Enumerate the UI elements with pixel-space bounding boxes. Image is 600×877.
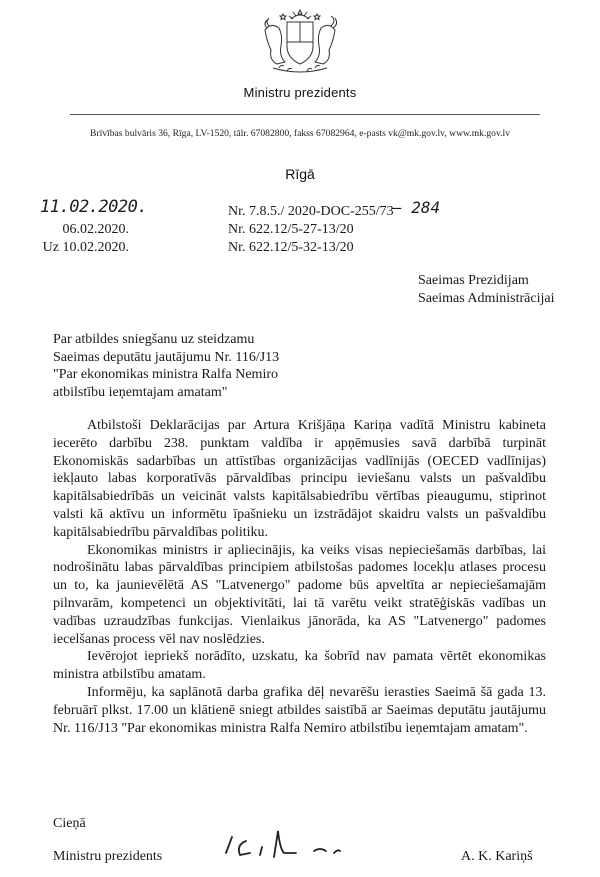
- header-divider: [70, 114, 540, 115]
- reference-number: Nr. 7.8.5./ 2020-DOC-255/73: [228, 204, 394, 219]
- body-paragraph: Atbilstoši Deklarācijas par Artura Krišjāņa Kariņa vadītā Ministru kabineta iecerēto darbību 238. punktam valdība ir apņēmusies savā darbībā turpināt Ekonomiskās sadarbības un attīstības organizācijas vadlīnijās (OECED vadlīnijas) iekļauto labas korporatīvās pārvaldības principu ieviešanu valsts un pašvaldību kapitālsabiedrībās un veicināt valsts kapitālsabiedrību vērtības pieaugumu, stiprinot valsti kā aktīvu un informētu īpašnieku un izstrādājot skaidru valsts un pašvaldību kapitālsabiedrību pārvaldības politiku.: [53, 418, 546, 540]
- addressee: Saeimas Prezidijam: [418, 273, 529, 288]
- address-line: Brīvības bulvāris 36, Rīga, LV-1520, tālr. 67082800, fakss 67082964, e-pasts vk@mk.gov.lv, www.mk.gov.lv: [89, 128, 510, 139]
- closing-salutation: Cieņā: [53, 816, 86, 831]
- handwritten-date: 11.02.2020.: [40, 197, 148, 217]
- document-date: 06.02.2020.: [62, 222, 129, 237]
- org-name: Ministru prezidents: [243, 85, 357, 100]
- subject-line: "Par ekonomikas ministra Ralfa Nemiro: [53, 367, 278, 383]
- reference-date: Uz 10.02.2020.: [42, 240, 129, 255]
- body-paragraph: Ekonomikas ministrs ir apliecinājis, ka veiks visas nepieciešamās darbības, lai nodrošinātu labas pārvaldības principiem atbilstošas padomes locekļu atlases procesu un to, ka jaunievēlētā AS "Latvenergo" padome būs apveltīta ar nepieciešamajām pilnvarām, kompetenci un objektivitāti, lai tā varētu veikt stratēģiskās vadības un vadības uzraudzības funkcijas. Vienlaikus jānorāda, ka AS "Latvenergo" padomes iecelšanas process vēl nav noslēdzies.: [53, 542, 546, 647]
- reference-number: Nr. 622.12/5-27-13/20: [228, 222, 354, 237]
- signer-name: A. K. Kariņš: [461, 849, 533, 864]
- signature-icon: [222, 823, 362, 863]
- signer-title: Ministru prezidents: [53, 849, 163, 864]
- city: Rīgā: [285, 166, 315, 182]
- letter-body: [53, 417, 546, 737]
- handwritten-reference-suffix: – 284: [392, 198, 441, 217]
- subject-line: Saeimas deputātu jautājumu Nr. 116/J13: [53, 349, 280, 365]
- addressee: Saeimas Administrācijai: [418, 291, 555, 306]
- subject-line: Par atbildes sniegšanu uz steidzamu: [53, 332, 255, 347]
- subject: [53, 331, 353, 401]
- body-paragraph: Ievērojot iepriekš norādīto, uzskatu, ka šobrīd nav pamata vērtēt ekonomikas ministra atbilstību amatam.: [53, 649, 546, 683]
- subject-line: atbilstību ieņemtajam amatam": [53, 384, 228, 400]
- reference-number: Nr. 622.12/5-32-13/20: [228, 240, 354, 255]
- coat-of-arms-icon: [255, 6, 345, 78]
- body-paragraph: Informēju, ka saplānotā darba grafika dēļ nevarēšu ierasties Saeimā šā gada 13. februārī plkst. 17.00 un klātienē sniegt atbildes saistībā ar Saeimas deputātu jautājumu Nr. 116/J13 "Par ekonomikas ministra Ralfa Nemiro atbilstību ieņemtajam amatam".: [53, 684, 546, 736]
